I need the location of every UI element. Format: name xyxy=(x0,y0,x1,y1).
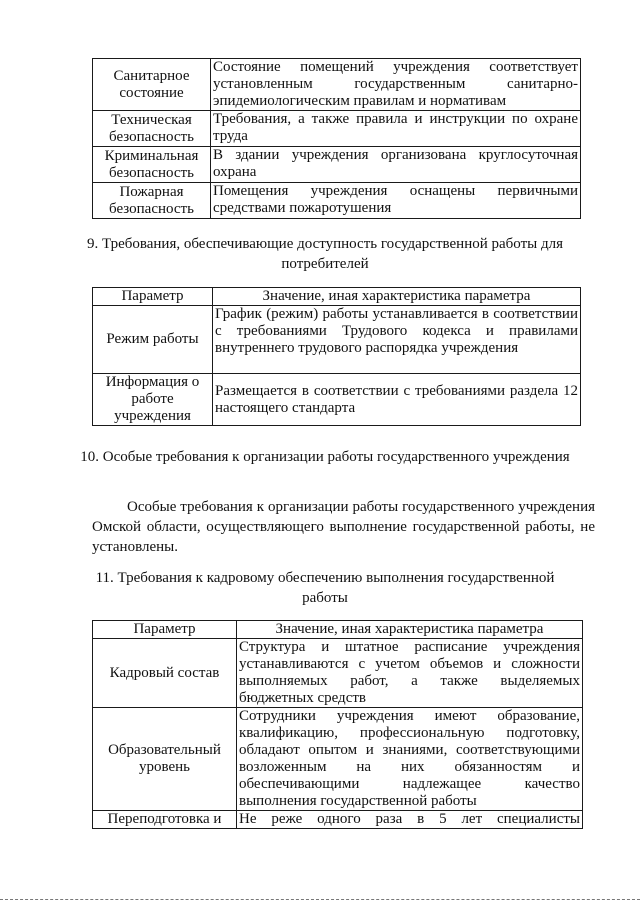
safety-table xyxy=(92,58,581,219)
table-row xyxy=(93,111,581,147)
scan-edge-divider xyxy=(0,899,640,900)
value-cell: Структура и штатное расписание учреждения устанавливаются с учетом объемов и сложности выполняемых работ, а также выделяемых бюджетных средств xyxy=(237,639,583,708)
table-row xyxy=(93,374,581,426)
param-cell: Кадровый состав xyxy=(93,639,237,708)
staffing-table xyxy=(92,620,583,829)
value-cell: В здании учреждения организована круглосуточная охрана xyxy=(211,147,581,183)
param-cell: Режим работы xyxy=(93,306,213,374)
section-9-heading: 9. Требования, обеспечивающие доступность государственной работы для потребителей xyxy=(86,236,563,272)
value-cell: График (режим) работы устанавливается в соответствии с требованиями Трудового кодекса и правилами внутреннего трудового распорядка учреждения xyxy=(213,306,581,374)
value-cell: Помещения учреждения оснащены первичными средствами пожаротушения xyxy=(211,183,581,219)
table-row xyxy=(93,811,583,829)
table-row xyxy=(93,306,581,374)
table-row xyxy=(93,147,581,183)
table-header-row xyxy=(93,621,583,639)
value-cell: Требования, а также правила и инструкции по охране труда xyxy=(211,111,581,147)
header-value: Значение, иная характеристика параметра xyxy=(237,621,583,639)
param-cell: Криминальная безопасность xyxy=(93,147,211,183)
value-cell: Состояние помещений учреждения соответствует установленным государственным санитарно-эпидемиологическим правилам и нормативам xyxy=(211,59,581,111)
table-header-row xyxy=(93,288,581,306)
value-cell: Не реже одного раза в 5 лет специалисты xyxy=(237,811,583,829)
param-cell: Санитарное состояние xyxy=(93,59,211,111)
header-value: Значение, иная характеристика параметра xyxy=(213,288,581,306)
value-cell: Размещается в соответствии с требованиями раздела 12 настоящего стандарта xyxy=(213,374,581,426)
param-cell: Информация о работе учреждения xyxy=(93,374,213,426)
table-row xyxy=(93,59,581,111)
value-cell: Сотрудники учреждения имеют образование, квалификацию, профессиональную подготовку, обладают опытом и знаниями, соответствующими возложенным на них обязанностям и обеспечивающими надлежащее качество выполнения государственной работы xyxy=(237,708,583,811)
section-10-paragraph: Особые требования к организации работы государственного учреждения Омской области, осуществляющего выполнение государственной работы, не установлены. xyxy=(92,499,595,555)
header-param: Параметр xyxy=(93,621,237,639)
section-10-heading: 10. Особые требования к организации работы государственного учреждения xyxy=(80,449,570,465)
accessibility-table xyxy=(92,287,581,426)
param-cell: Техническая безопасность xyxy=(93,111,211,147)
table-row xyxy=(93,183,581,219)
param-cell: Пожарная безопасность xyxy=(93,183,211,219)
param-cell: Образовательный уровень xyxy=(93,708,237,811)
table-row xyxy=(93,708,583,811)
param-cell: Переподготовка и xyxy=(93,811,237,829)
section-11-heading: 11. Требования к кадровому обеспечению выполнения государственной работы xyxy=(95,570,555,606)
table-row xyxy=(93,639,583,708)
header-param: Параметр xyxy=(93,288,213,306)
